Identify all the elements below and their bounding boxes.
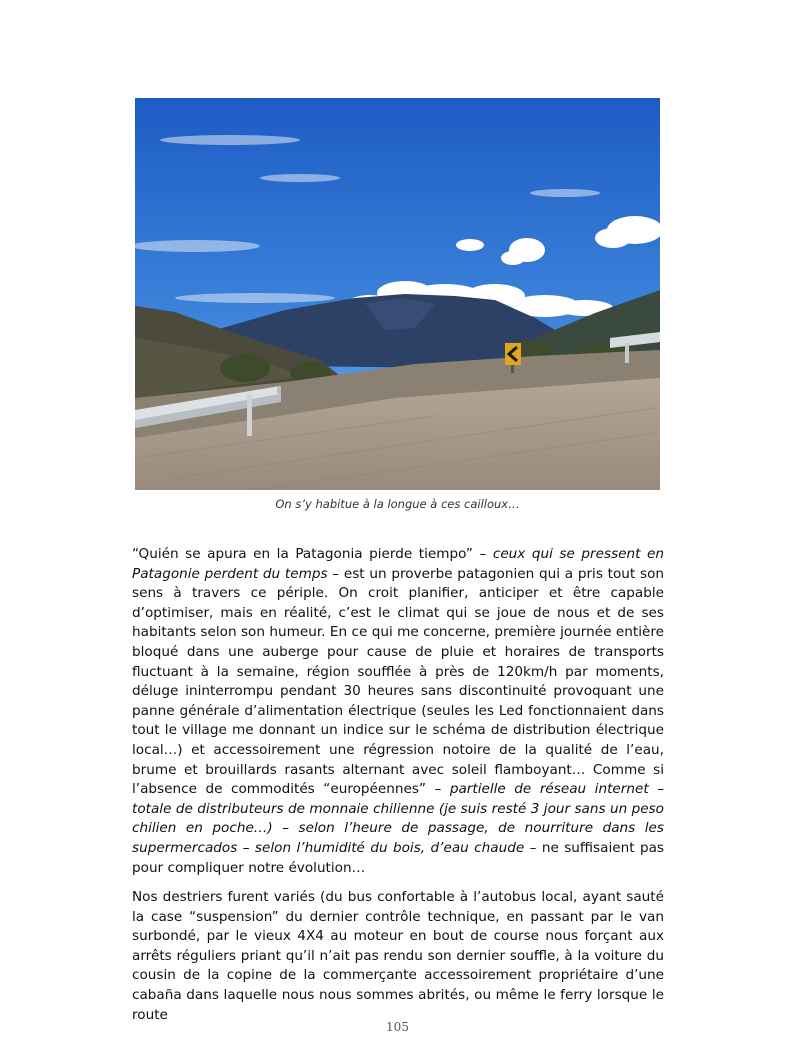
body-text — [132, 545, 664, 1035]
paragraph-1-italic: partielle de réseau internet – totale de distributeurs de monnaie chilienne (je suis resté 3 jour sans un peso chilien en poche…) – selon l’heure de passage, de nourriture dans les supermercados – selon l’humidité du bois, d’eau chaude — [132, 781, 664, 856]
paragraph-1-italic: ceux qui se pressent en Patagonie perdent du temps — [132, 546, 664, 582]
page-number: 105 — [386, 1020, 409, 1034]
paragraph-1-part: – ne suffisaient pas pour compliquer notre évolution… — [132, 839, 664, 876]
paragraph-2: Nos destriers furent variés (du bus confortable à l’autobus local, ayant sauté la case “suspension” du dernier contrôle technique, en passant par le van surbondé, par le vieux 4X4 au moteur en bout de course nous forçant aux arrêts réguliers priant qu’il n’ait pas rendu son dernier souffle, à la voiture du cousin de la copine de la commerçante accessoirement propriétaire d’une cabaña dans laquelle nous nous sommes abrités, ou même le ferry lorsque le route — [132, 889, 664, 1023]
mountain-road-photo — [135, 98, 660, 490]
photo-caption: On s’y habitue à la longue à ces cailloux… — [275, 497, 520, 511]
paragraph-1-part: – est un proverbe patagonien qui a pris tout son sens à travers ce périple. On croit planifier, anticiper et être capable d’optimiser, mais en réalité, c’est le climat qui se joue de nous et de ses habitants selon son humeur. En ce qui me concerne, première journée entière bloqué dans une auberge pour cause de pluie et horaires de transports fluctuant à la semaine, région soufflée à près de 120km/h par moments, déluge ininterrompu pendant 30 heures sans discontinuité provoquant une panne générale d’alimentation électrique (seules les Led fonctionnaient dans tout le village me donnant un indice sur le schéma de distribution électrique local…) et accessoirement une régression notoire de la qualité de l’eau, brume et brouillards rasants alternant avec soleil flamboyant… Comme si l’absence de commodités “européennes” – — [132, 565, 665, 798]
paragraph-1-part: “Quién se apura en la Patagonia pierde tiempo” – — [132, 546, 493, 562]
paragraph-1 — [132, 545, 664, 878]
